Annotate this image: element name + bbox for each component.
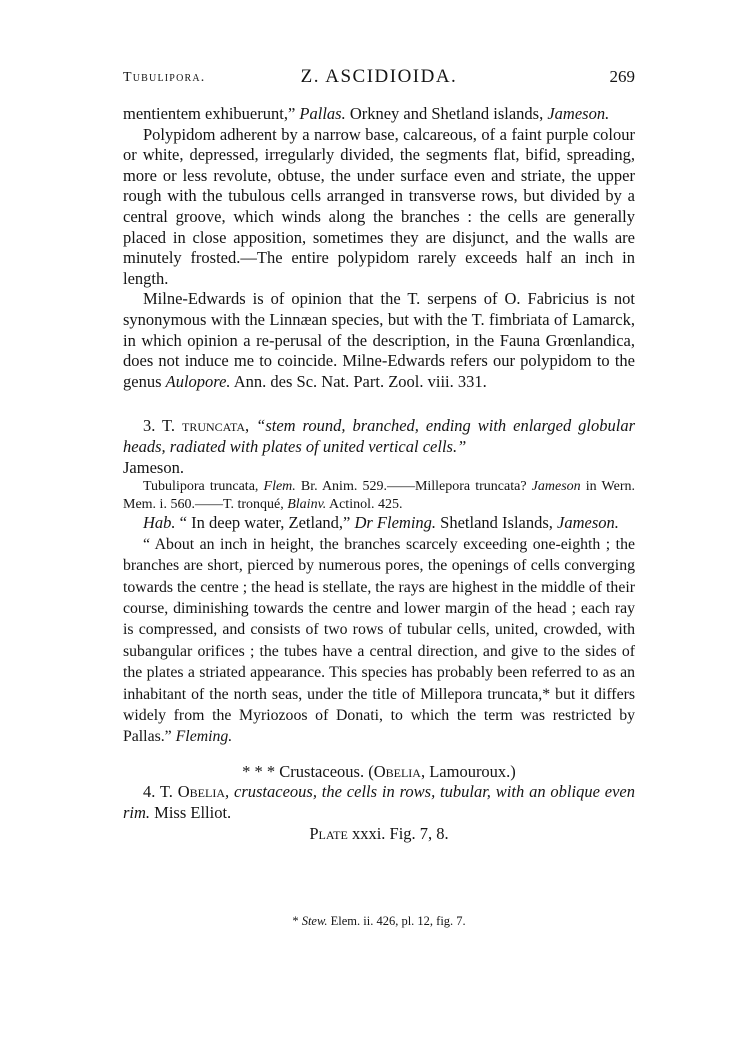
species-diagnosis: “stem round, branched, ending with enlarged globular heads, radiated with plates of united vertical cells.” xyxy=(123,416,636,456)
source-abbrev: Blainv. xyxy=(287,496,327,512)
text-span: Crustaceous. ( xyxy=(275,761,374,781)
footnote-marker: * xyxy=(292,914,299,928)
habitat xyxy=(123,513,635,534)
text-span: xxxi. Fig. 7, 8. xyxy=(347,823,449,843)
genus-name: Aulopore. xyxy=(165,371,231,391)
author-citation: Dr Fleming. xyxy=(354,513,437,533)
author-citation: Jameson. xyxy=(547,104,610,123)
text-span: Milne-Edwards is of opinion that the T. serpens of O. Fabricius is not synonymous with the Linnæan species, but with the T. fimbriata of Lamarck, in which opinion a re-perusal of the description, in the Fauna Grœnlandica, does not induce me to coincide. Milne-Edwards refers our polypidom to the genus xyxy=(123,289,635,391)
text-span: Ann. des Sc. Nat. Part. Zool. viii. 331. xyxy=(230,371,487,391)
species-diagnosis: , crustaceous, the cells in rows, tubular, with an oblique even rim. xyxy=(123,782,635,822)
species-name: Obelia xyxy=(177,782,226,802)
page-header xyxy=(123,66,635,92)
group-heading xyxy=(123,762,635,783)
text-span: Tubulipora truncata, xyxy=(143,479,264,495)
page-body xyxy=(123,104,635,844)
footnote-text: Elem. ii. 426, pl. 12, fig. 7. xyxy=(327,914,466,928)
text-span: mentientem exhibuerunt,” xyxy=(123,104,300,123)
footnote xyxy=(123,914,635,929)
author-citation: Miss Elliot. xyxy=(150,802,232,822)
author-citation: Jameson. xyxy=(557,513,619,533)
quote-text: “ About an inch in height, the branches scarcely exceeding one-eighth ; the branches are short, pierced by numerous pores, the openings of cells converging towards the centre ; the head is stellate, the rays are highest in the middle of their course, diminishing towards the centre and lower margin of the head ; each ray is compressed, and consists of two rows of tubular cells, united, crowded, with subangular orifices ; the tubes have a central direction, and give to the sides of the plates a striated appearance. This species has probably been referred to as an inhabitant of the north seas, under the title of Millepora truncata,* but it differs widely from the Myriozoos of Donati, to which the term was restricted by Pallas.” xyxy=(123,535,635,746)
source-abbrev: Stew. xyxy=(301,914,328,928)
source-abbrev: Flem. xyxy=(263,479,296,495)
plate-reference xyxy=(123,824,635,845)
text-span: in Wern. Mem. i. 560.——T. tronqué, xyxy=(123,479,635,512)
source-abbrev: Jameson xyxy=(531,479,581,495)
text-span: Actinol. 425. xyxy=(326,496,403,512)
asterism: * * * xyxy=(242,761,276,781)
plate-label: Plate xyxy=(309,823,348,843)
author-citation: Pallas. xyxy=(299,104,346,123)
quoted-description xyxy=(123,534,635,748)
text-span: Br. Anim. 529.——Millepora truncata? xyxy=(295,479,532,495)
species-number: 4. T. xyxy=(143,782,178,802)
author-citation: Jameson. xyxy=(123,457,184,477)
text-span: , Lamouroux.) xyxy=(420,761,516,781)
paragraph-remarks xyxy=(123,289,635,392)
page-number: 269 xyxy=(609,67,635,86)
species-number: 3. T. xyxy=(143,416,183,436)
species-heading-obelia xyxy=(123,782,635,823)
species-name: truncata, xyxy=(182,416,250,436)
section-title: Z. ASCIDIOIDA. xyxy=(300,66,458,87)
text-span: “ In deep water, Zetland,” xyxy=(175,513,355,533)
running-title: Tubulipora. xyxy=(123,70,206,85)
paragraph-description: Polypidom adherent by a narrow base, calcareous, of a faint purple colour or white, depressed, irregularly divided, the segments flat, bifid, spreading, more or less revolute, obtuse, the under surface even and striate, the upper rough with the tubulous cells arranged in transverse rows, but divided by a central groove, which winds along the branches : the cells are generally placed in close apposition, sometimes they are disjunct, and the walls are minutely frosted.—The entire polypidom rarely exceeds half an inch in length. xyxy=(123,124,635,288)
paragraph-continuation xyxy=(123,104,635,125)
author-citation: Fleming. xyxy=(175,728,233,746)
species-heading-truncata xyxy=(123,416,635,478)
text-span: Shetland Islands, xyxy=(436,513,558,533)
habitat-label: Hab. xyxy=(143,513,176,533)
text-span: Orkney and Shetland islands, xyxy=(345,104,548,123)
synonymy xyxy=(123,478,635,513)
genus-name: Obelia xyxy=(373,761,421,781)
